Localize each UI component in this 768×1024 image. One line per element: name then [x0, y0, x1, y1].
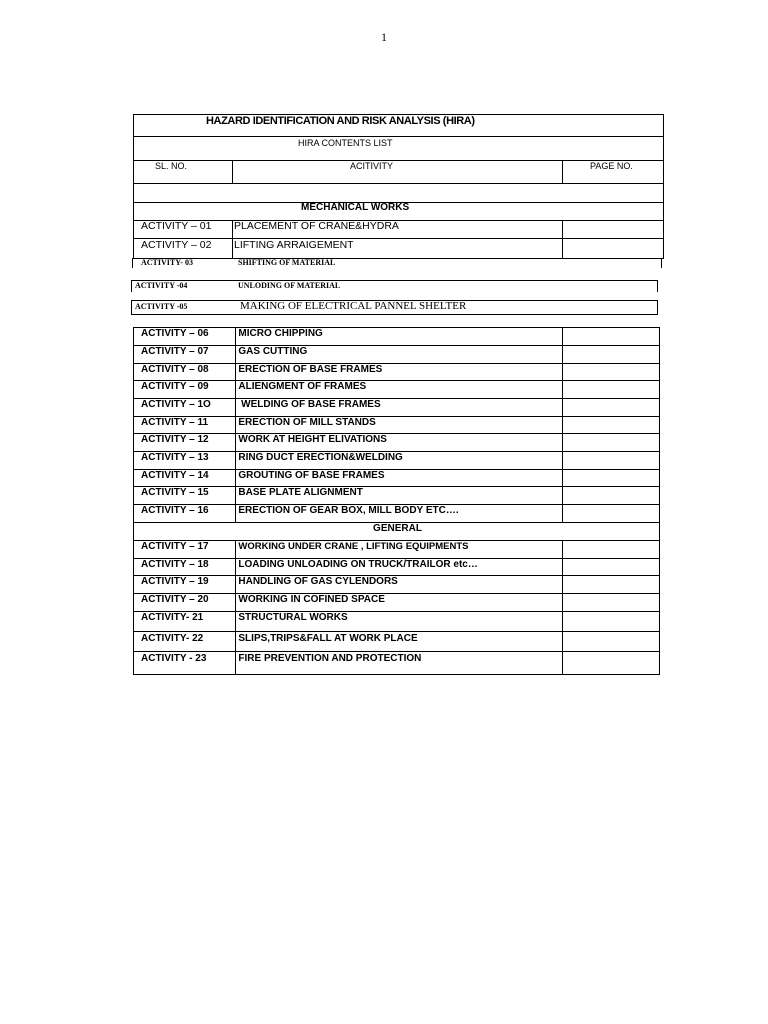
activity-number: ACTIVITY – 13 — [134, 452, 236, 470]
activity-number: ACTIVITY – 20 — [134, 594, 236, 612]
contents-subtitle: HIRA CONTENTS LIST — [298, 138, 393, 148]
document-title: HAZARD IDENTIFICATION AND RISK ANALYSIS (HIRA) — [206, 115, 475, 127]
activity-number: ACTIVITY – 16 — [134, 505, 236, 523]
section-heading-general: GENERAL — [134, 523, 660, 541]
divider — [133, 160, 664, 161]
activity-number: ACTIVITY – 06 — [134, 328, 236, 346]
table-row — [134, 417, 660, 434]
table-row — [134, 399, 660, 417]
column-divider — [232, 220, 233, 258]
activity-name: RING DUCT ERECTION&WELDING — [236, 452, 563, 470]
column-divider — [232, 160, 233, 183]
activity-name: PLACEMENT OF CRANE&HYDRA — [234, 220, 399, 232]
page-no-cell — [563, 576, 660, 594]
activity-name: WORKING UNDER CRANE , LIFTING EQUIPMENTS — [236, 541, 563, 559]
activity-name: MICRO CHIPPING — [236, 328, 563, 346]
activity-name: WELDING OF BASE FRAMES — [236, 399, 563, 417]
activity-number: ACTIVITY -04 — [135, 281, 188, 290]
table-row — [134, 559, 660, 576]
page-number: 1 — [381, 30, 387, 44]
table-row — [134, 576, 660, 594]
table-row — [134, 632, 660, 652]
table-row — [134, 328, 660, 346]
activity-number: ACTIVITY – 02 — [141, 239, 212, 251]
activity-name: GROUTING OF BASE FRAMES — [236, 470, 563, 487]
activity-number: ACTIVITY – 14 — [134, 470, 236, 487]
activity-number: ACTIVITY – 12 — [134, 434, 236, 452]
table-row — [134, 541, 660, 559]
table-row — [134, 652, 660, 675]
activity-number: ACTIVITY – 01 — [141, 220, 212, 232]
activity-number: ACTIVITY – 19 — [134, 576, 236, 594]
divider — [133, 238, 664, 239]
activity-number: ACTIVITY- 22 — [134, 632, 236, 652]
column-header-page-no: PAGE NO. — [590, 161, 633, 171]
table-row — [134, 505, 660, 523]
page-no-cell — [563, 487, 660, 505]
table-row — [134, 523, 660, 541]
page-no-cell — [563, 328, 660, 346]
activity-number: ACTIVITY – 17 — [134, 541, 236, 559]
table-row — [134, 470, 660, 487]
page-no-cell — [563, 364, 660, 381]
page-no-cell — [563, 652, 660, 675]
activity-number: ACTIVITY – 15 — [134, 487, 236, 505]
page-no-cell — [563, 632, 660, 652]
table-row — [134, 594, 660, 612]
activity-name: LOADING UNLOADING ON TRUCK/TRAILOR etc… — [236, 559, 563, 576]
activity-number: ACTIVITY -05 — [135, 302, 188, 311]
activity-number: ACTIVITY- 03 — [141, 258, 193, 267]
table-row — [134, 364, 660, 381]
table-row — [134, 346, 660, 364]
activity-number: ACTIVITY – 11 — [134, 417, 236, 434]
activity-name: ERECTION OF GEAR BOX, MILL BODY ETC…. — [236, 505, 563, 523]
activity-name: FIRE PREVENTION AND PROTECTION — [236, 652, 563, 675]
table-row — [134, 434, 660, 452]
row-border — [661, 258, 662, 268]
activity-name: ALIENGMENT OF FRAMES — [236, 381, 563, 399]
activity-number: ACTIVITY - 23 — [134, 652, 236, 675]
activity-number: ACTIVITY – 18 — [134, 559, 236, 576]
activity-name: STRUCTURAL WORKS — [236, 612, 563, 632]
activity-name: GAS CUTTING — [236, 346, 563, 364]
activity-name: WORK AT HEIGHT ELIVATIONS — [236, 434, 563, 452]
divider — [133, 136, 664, 137]
page-no-cell — [563, 346, 660, 364]
page-no-cell — [563, 381, 660, 399]
activity-name: ERECTION OF MILL STANDS — [236, 417, 563, 434]
page-no-cell — [563, 505, 660, 523]
row-border — [132, 258, 133, 268]
row-box-04 — [131, 280, 658, 292]
activity-number: ACTIVITY – 09 — [134, 381, 236, 399]
page-no-cell — [563, 399, 660, 417]
activity-number: ACTIVITY – 1O — [134, 399, 236, 417]
activity-name: ERECTION OF BASE FRAMES — [236, 364, 563, 381]
page-no-cell — [563, 594, 660, 612]
column-divider — [562, 220, 563, 258]
page-no-cell — [563, 612, 660, 632]
divider — [133, 183, 664, 184]
activity-number: ACTIVITY- 21 — [134, 612, 236, 632]
page-no-cell — [563, 434, 660, 452]
activity-name: SHIFTING OF MATERIAL — [238, 258, 336, 267]
column-header-activity: ACITIVITY — [350, 161, 394, 171]
activity-name: MAKING OF ELECTRICAL PANNEL SHELTER — [240, 300, 467, 312]
page-no-cell — [563, 541, 660, 559]
page-no-cell — [563, 452, 660, 470]
activity-name: BASE PLATE ALIGNMENT — [236, 487, 563, 505]
activity-name: HANDLING OF GAS CYLENDORS — [236, 576, 563, 594]
table-row — [134, 487, 660, 505]
activity-name: WORKING IN COFINED SPACE — [236, 594, 563, 612]
table-row — [134, 612, 660, 632]
activity-name: UNLODING OF MATERIAL — [238, 281, 341, 290]
activity-number: ACTIVITY – 08 — [134, 364, 236, 381]
section-heading-mechanical: MECHANICAL WORKS — [301, 202, 410, 213]
table-row — [134, 381, 660, 399]
activity-number: ACTIVITY – 07 — [134, 346, 236, 364]
column-divider — [562, 160, 563, 183]
activity-name: LIFTING ARRAIGEMENT — [234, 239, 354, 251]
page-no-cell — [563, 470, 660, 487]
table-row — [134, 452, 660, 470]
page-no-cell — [563, 417, 660, 434]
page-no-cell — [563, 559, 660, 576]
activities-table — [133, 327, 660, 675]
activity-name: SLIPS,TRIPS&FALL AT WORK PLACE — [236, 632, 563, 652]
column-header-sl-no: SL. NO. — [155, 161, 188, 171]
